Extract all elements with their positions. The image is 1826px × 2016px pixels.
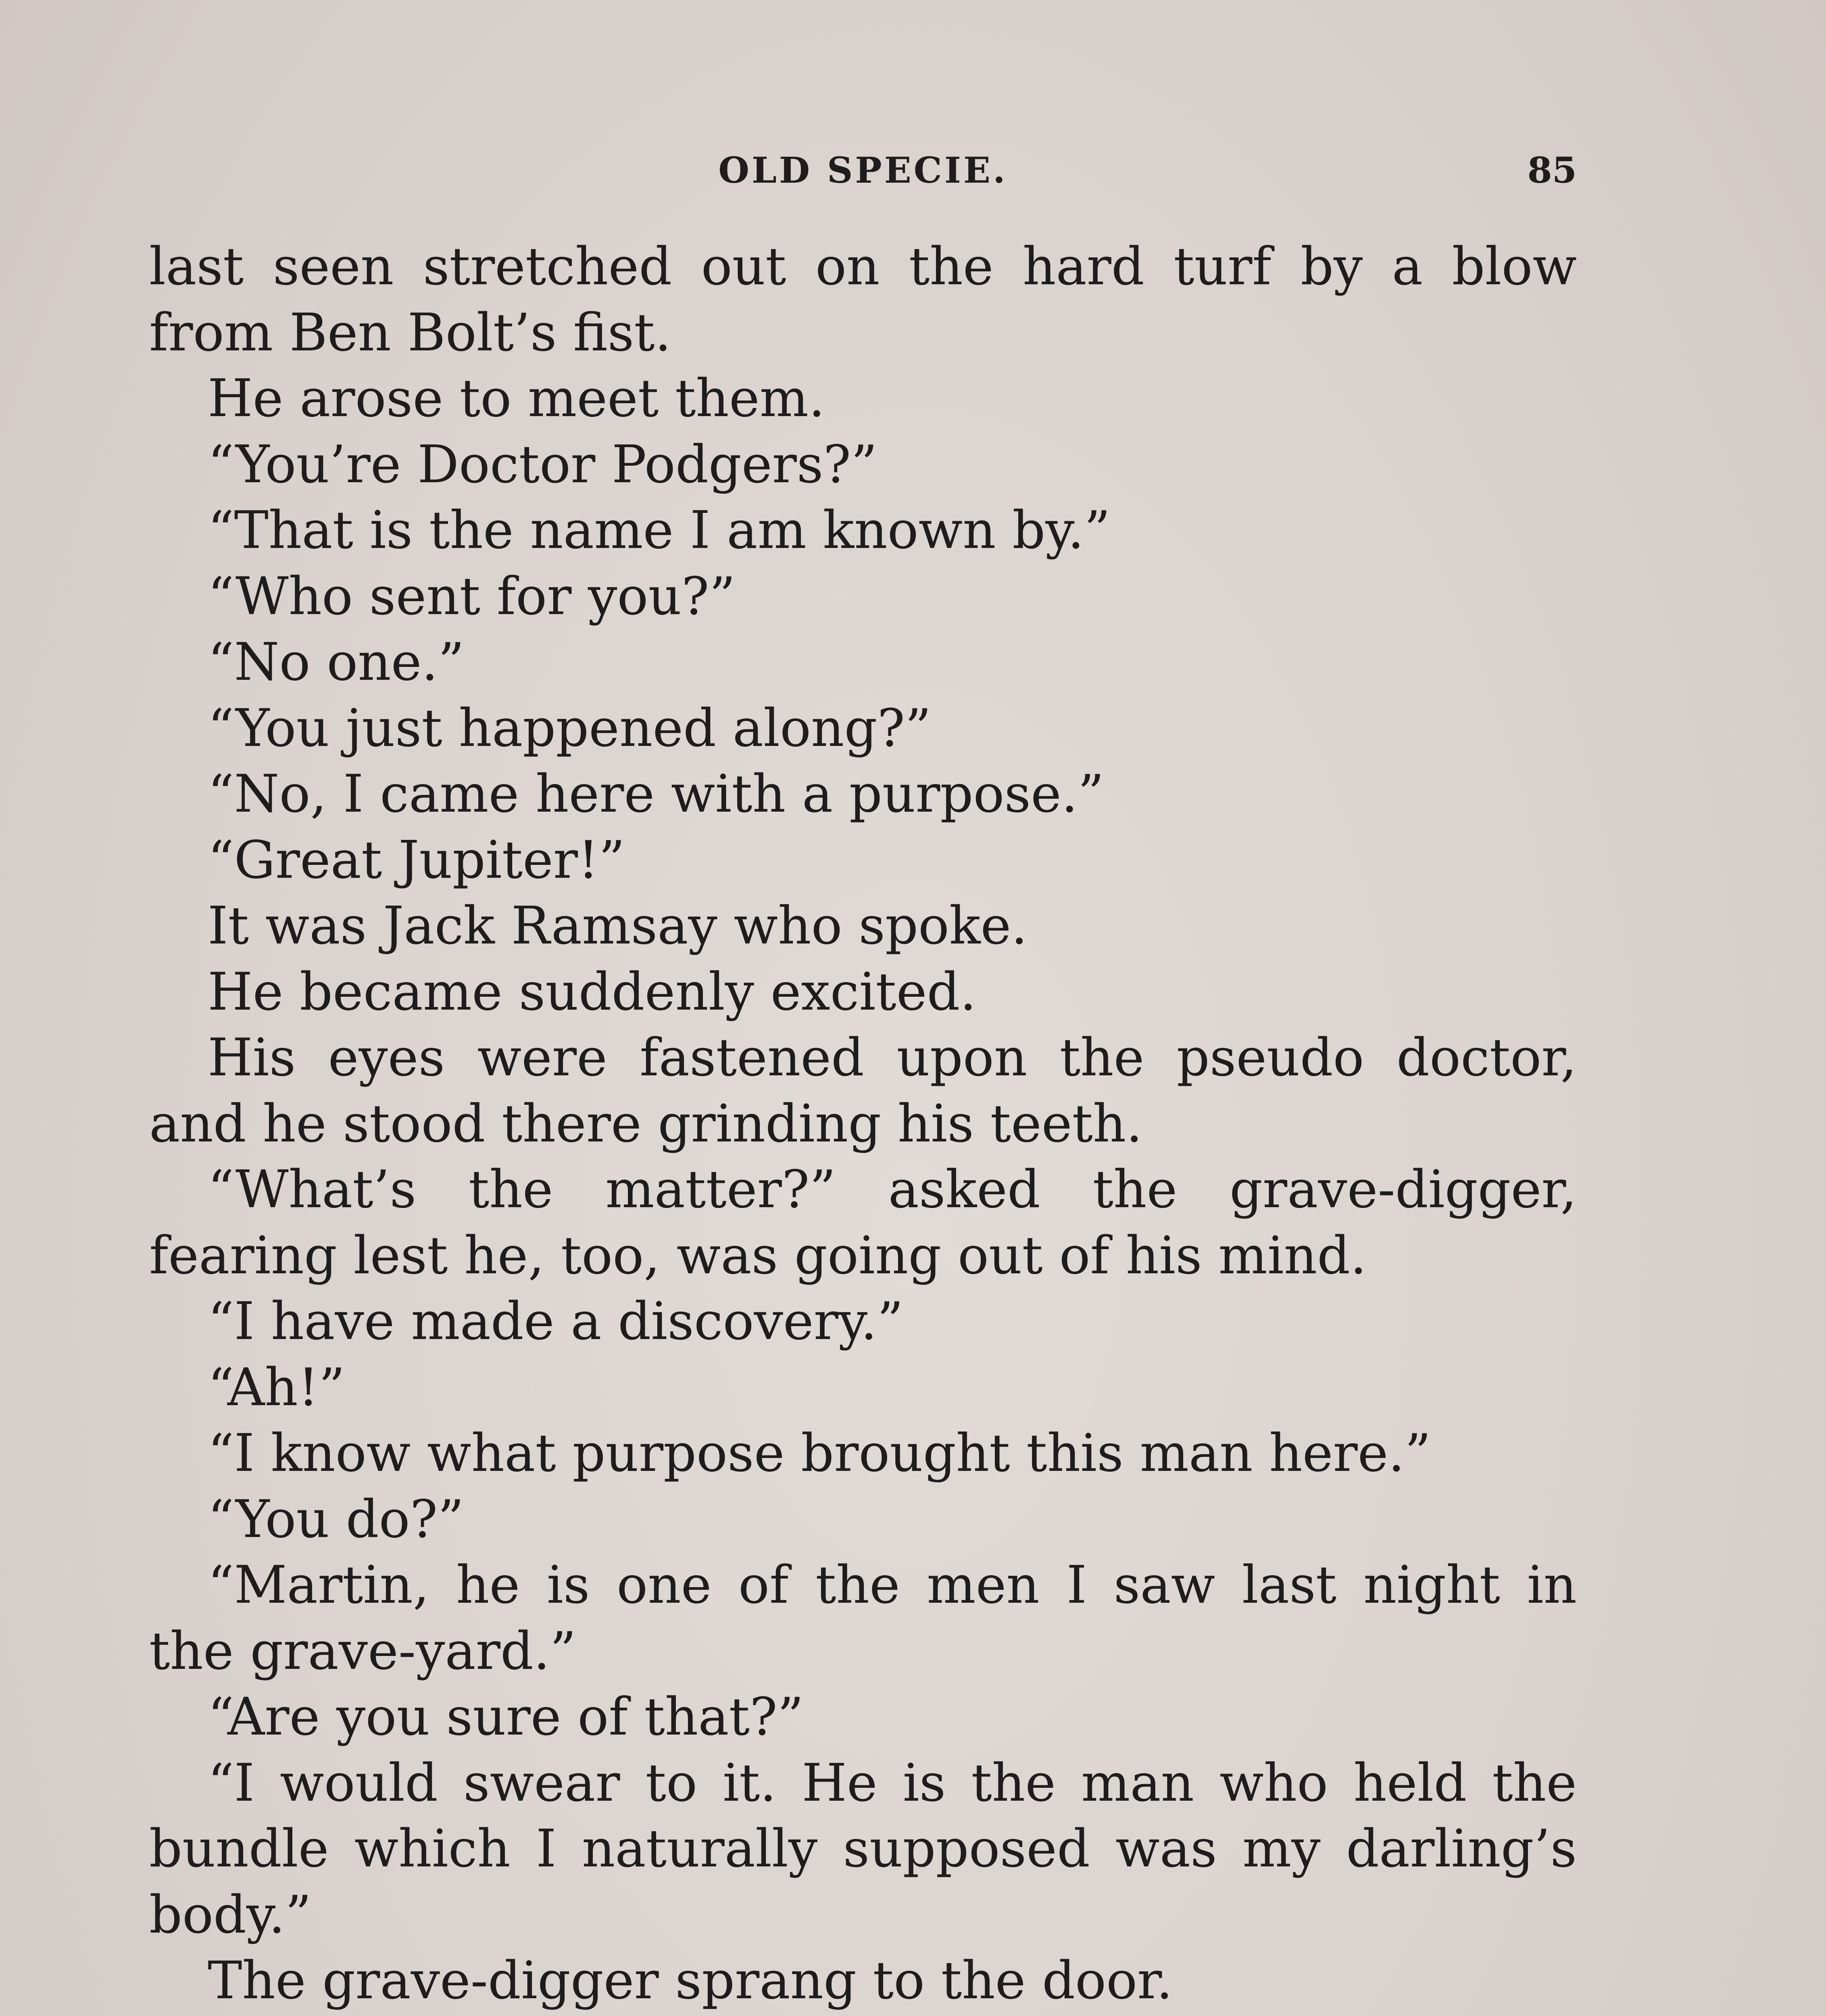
text-body [149, 234, 1577, 2016]
running-title: OLD SPECIE. [718, 149, 1008, 191]
text-line: His eyes were fastened upon the pseudo doctor, [208, 1028, 1577, 1088]
text-line: “I know what purpose brought this man here.” [208, 1423, 1431, 1483]
text-line: “You’re Doctor Podgers?” [208, 434, 878, 495]
text-line: “You just happened along?” [208, 698, 932, 758]
text-line [149, 2014, 1577, 2016]
text-line: “No, I came here with a purpose.” [208, 764, 1104, 824]
text-line: and he stood there grinding his teeth. [149, 1093, 1143, 1154]
text-line: The grave-digger sprang to the door. [208, 1951, 1173, 2011]
text-line: It was Jack Ramsay who spoke. [208, 896, 1028, 956]
text-line: “Who sent for you?” [208, 566, 736, 627]
text-line: bundle which I naturally supposed was my darling’s [149, 1819, 1577, 1879]
text-line: from Ben Bolt’s fist. [149, 302, 671, 363]
text-line: “Are you sure of that?” [208, 1687, 804, 1747]
text-line: “You do?” [208, 1489, 464, 1549]
text-line: He became suddenly excited. [208, 962, 977, 1022]
text-line: “What’s the matter?” asked the grave-digger, [208, 1160, 1577, 1220]
text-line: “No one.” [208, 632, 465, 692]
text-line: “Martin, he is one of the men I saw last night in [208, 1555, 1577, 1615]
text-line: “Great Jupiter!” [208, 830, 625, 890]
running-head [149, 149, 1577, 206]
text-line: last seen stretched out on the hard turf by a blow [149, 237, 1577, 297]
text-line: He arose to meet them. [208, 369, 825, 429]
text-line: the grave-yard.” [149, 1621, 576, 1681]
text-line: “I would swear to it. He is the man who held the [208, 1753, 1577, 1813]
page-number: 85 [1527, 149, 1577, 191]
text-line: “Ah!” [208, 1357, 345, 1418]
text-line: “I have made a discovery.” [208, 1291, 904, 1352]
text-line: “That is the name I am known by.” [208, 500, 1111, 560]
text-line: body.” [149, 1885, 312, 1945]
text-line: fearing lest he, too, was going out of his mind. [149, 1225, 1367, 1286]
